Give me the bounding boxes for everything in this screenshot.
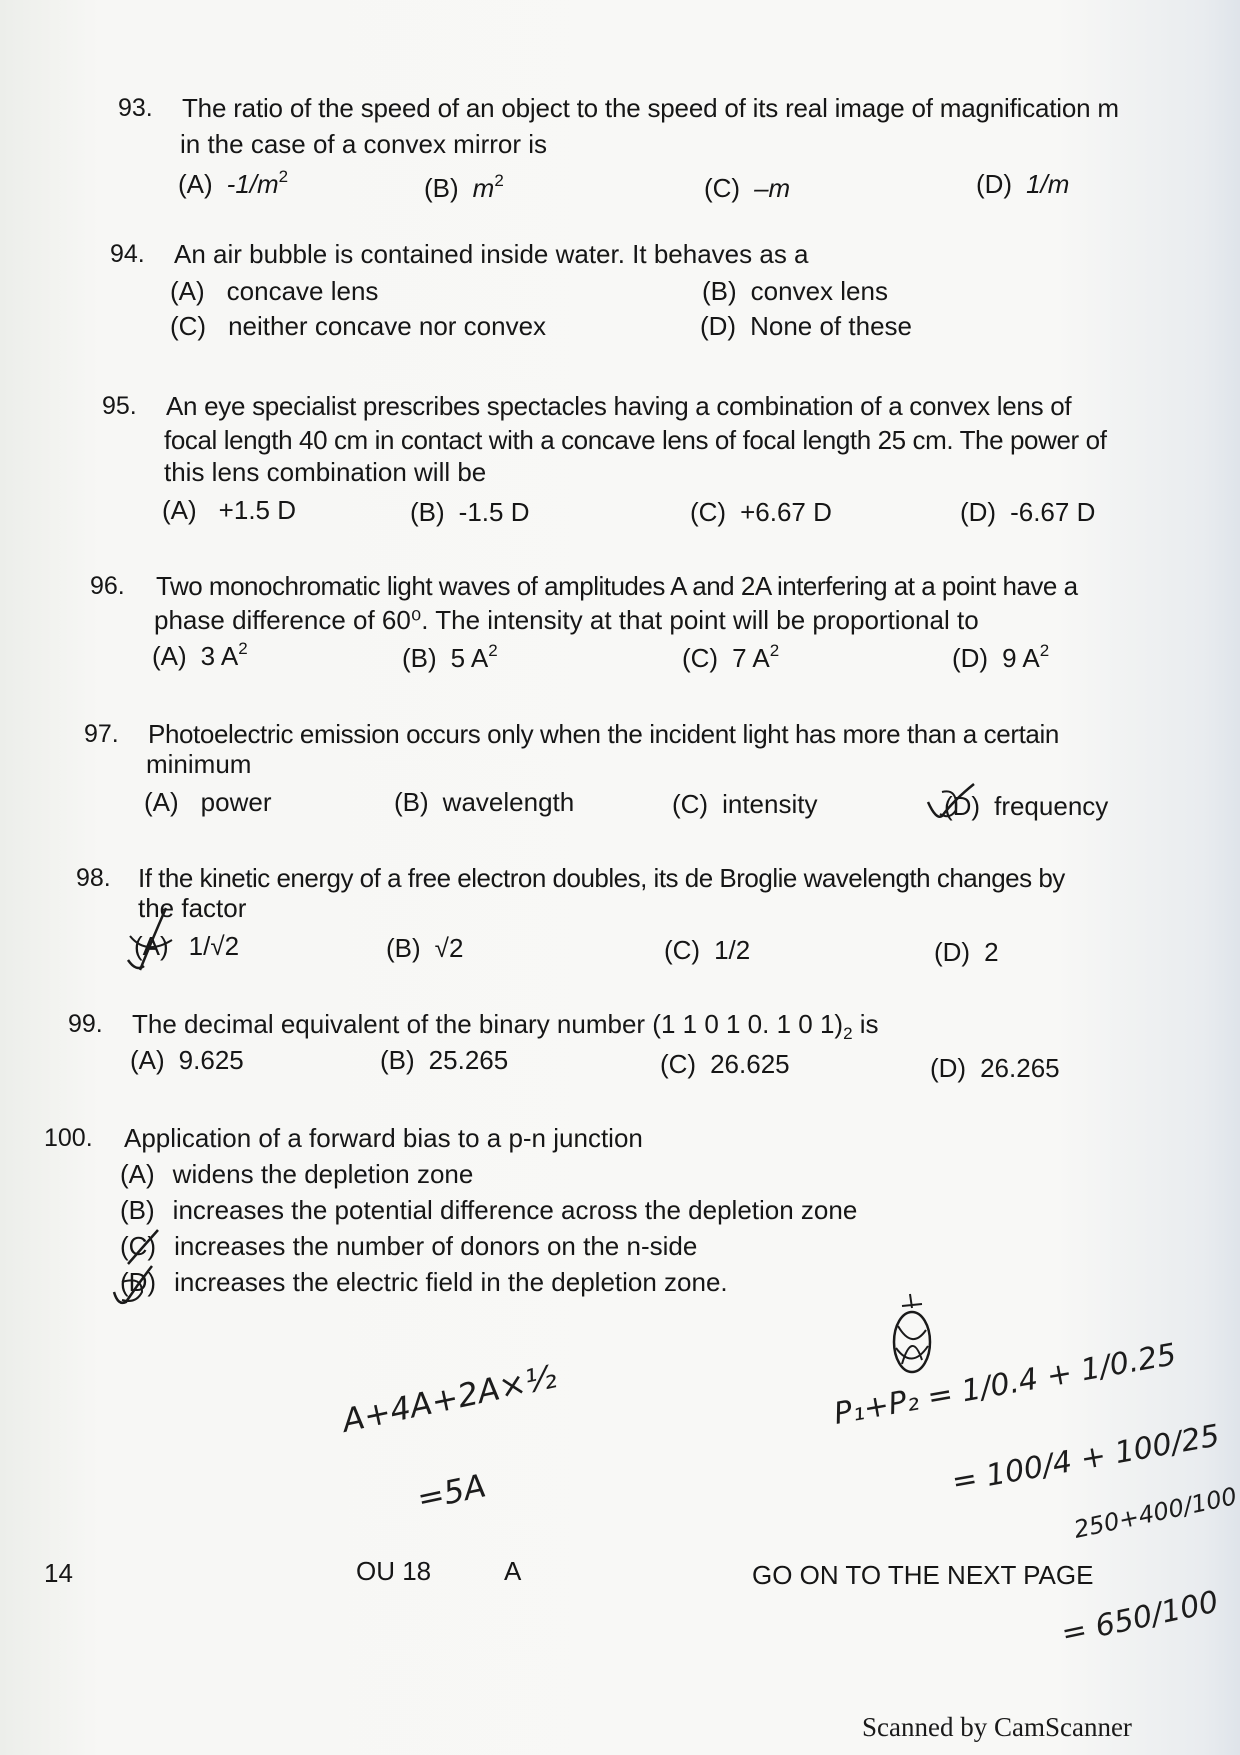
- question-text-line: focal length 40 cm in contact with a concave lens of focal length 25 cm. The power of: [164, 425, 1107, 455]
- option-text: power: [200, 787, 272, 817]
- option-d[interactable]: [952, 642, 1049, 675]
- question-subscript: 2: [843, 1024, 853, 1044]
- option-label: (D): [120, 1267, 157, 1297]
- option-text: 1/√2: [188, 931, 240, 961]
- option-label: (B): [424, 173, 459, 203]
- question-text-line: minimum: [146, 749, 252, 779]
- option-label: (A): [120, 1159, 155, 1189]
- option-d[interactable]: [934, 936, 999, 969]
- question-number: 99.: [68, 1010, 103, 1038]
- option-label: (B): [380, 1045, 415, 1075]
- question-text-line: Photoelectric emission occurs only when the incident light has more than a certain: [148, 719, 1059, 749]
- option-text: increases the number of donors on the n-side: [174, 1231, 698, 1261]
- option-text: –m: [754, 173, 791, 203]
- option-label: (A): [134, 931, 169, 961]
- option-text: concave lens: [226, 276, 379, 306]
- option-a[interactable]: [144, 786, 272, 819]
- option-c[interactable]: [170, 310, 546, 343]
- question-text-tail: is: [859, 1009, 879, 1039]
- option-text: 7 A: [732, 643, 770, 673]
- option-text: 1/m: [1026, 169, 1070, 199]
- option-c[interactable]: [690, 496, 832, 529]
- option-b[interactable]: [380, 1044, 508, 1077]
- option-d[interactable]: [960, 496, 1095, 529]
- option-text: 3 A: [200, 641, 239, 671]
- handwritten-step-2: 250+400/100: [1071, 1482, 1240, 1544]
- option-label: (C): [682, 643, 719, 673]
- handwritten-step-3: = 650/100: [1058, 1584, 1222, 1652]
- option-label: (B): [410, 497, 445, 527]
- option-a[interactable]: [152, 640, 248, 673]
- option-sup: 2: [238, 639, 248, 659]
- handwritten-formula: P₁+P₂ = 1/0.4 + 1/0.25: [831, 1337, 1179, 1432]
- option-a[interactable]: [162, 494, 296, 527]
- option-label: (A): [162, 495, 197, 525]
- option-a[interactable]: [134, 930, 239, 963]
- option-text: widens the depletion zone: [172, 1159, 474, 1189]
- option-label: (A): [178, 169, 213, 199]
- question-text-line: in the case of a convex mirror is: [180, 129, 548, 159]
- option-text: None of these: [750, 311, 912, 341]
- question-text-line: An eye specialist prescribes spectacles having a combination of a convex lens of: [166, 391, 1072, 421]
- option-sup: 2: [494, 171, 504, 191]
- option-b[interactable]: [702, 275, 888, 308]
- option-text: 26.625: [710, 1049, 790, 1079]
- option-text: frequency: [994, 791, 1109, 821]
- option-label: (D): [934, 937, 971, 967]
- option-text: convex lens: [750, 276, 888, 306]
- option-d[interactable]: [120, 1266, 728, 1299]
- option-b[interactable]: [394, 786, 574, 819]
- option-label: (B): [702, 276, 737, 306]
- option-sup: 2: [278, 167, 289, 187]
- option-b[interactable]: [120, 1194, 857, 1227]
- question-number: 95.: [102, 392, 137, 420]
- question-text: The decimal equivalent of the binary number (1 1 0 1 0. 1 0 1): [132, 1009, 844, 1039]
- option-label: (B): [402, 643, 437, 673]
- question-text-line: Application of a forward bias to a p-n junction: [124, 1123, 643, 1153]
- option-label: (B): [386, 933, 421, 963]
- option-label: (D): [700, 311, 737, 341]
- option-label: (A): [144, 787, 179, 817]
- option-label: (C): [690, 497, 727, 527]
- option-label: (C): [660, 1049, 697, 1079]
- paper-code: OU 18: [356, 1556, 432, 1586]
- option-label: (C): [170, 311, 207, 341]
- option-c[interactable]: [120, 1230, 697, 1263]
- option-d[interactable]: [930, 1052, 1060, 1085]
- option-b[interactable]: [410, 496, 529, 529]
- question-text-line: phase difference of 60⁰. The intensity at that point will be proportional to: [154, 605, 979, 635]
- option-text: √2: [434, 933, 464, 963]
- option-text: 2: [984, 937, 999, 967]
- option-text: 26.265: [980, 1053, 1060, 1083]
- option-text: wavelength: [442, 787, 575, 817]
- question-text-line: An air bubble is contained inside water. It behaves as a: [174, 239, 809, 269]
- option-text: 9 A: [1002, 643, 1040, 673]
- question-number: 94.: [110, 240, 145, 268]
- question-number: 98.: [76, 864, 111, 892]
- option-label: (C): [664, 935, 701, 965]
- option-b[interactable]: [386, 932, 463, 965]
- option-d[interactable]: [700, 310, 912, 343]
- option-label: (B): [394, 787, 429, 817]
- option-label: (D): [952, 643, 989, 673]
- option-label: (A): [170, 276, 205, 306]
- option-text: 25.265: [428, 1045, 509, 1075]
- option-label: (A): [130, 1045, 165, 1075]
- question-text-line: Two monochromatic light waves of amplitudes A and 2A interfering at a point have a: [156, 571, 1078, 601]
- option-b[interactable]: [424, 172, 504, 205]
- handwritten-calc-1: A+4A+2A×½: [338, 1357, 560, 1440]
- option-text: neither concave nor convex: [228, 311, 547, 341]
- option-label: (B): [120, 1195, 155, 1225]
- question-number: 93.: [118, 94, 153, 122]
- option-text: 9.625: [178, 1045, 244, 1075]
- option-label: (D): [960, 497, 997, 527]
- next-page-notice: GO ON TO THE NEXT PAGE: [752, 1560, 1094, 1590]
- handwritten-calc-2: =5A: [413, 1466, 490, 1518]
- option-text: +6.67 D: [740, 497, 832, 527]
- option-d[interactable]: [944, 790, 1108, 823]
- option-b[interactable]: [402, 642, 498, 675]
- option-a[interactable]: [170, 275, 378, 308]
- option-label: (D): [930, 1053, 967, 1083]
- option-a[interactable]: [178, 168, 288, 201]
- option-text: +1.5 D: [218, 495, 296, 525]
- option-text: 1/2: [714, 935, 751, 965]
- option-text: -1/m: [226, 169, 279, 199]
- option-c[interactable]: [664, 934, 750, 967]
- option-label: (C): [704, 173, 741, 203]
- paper-series: A: [504, 1556, 522, 1586]
- option-label: (A): [152, 641, 187, 671]
- page-number: 14: [44, 1558, 73, 1588]
- question-text-line: the factor: [138, 893, 247, 923]
- option-sup: 2: [488, 641, 498, 661]
- option-label: (D): [976, 169, 1013, 199]
- question-number: 100.: [44, 1124, 93, 1152]
- option-c[interactable]: [660, 1048, 790, 1081]
- option-text: -6.67 D: [1010, 497, 1096, 527]
- question-number: 96.: [90, 572, 125, 600]
- handwritten-step-1: = 100/4 + 100/25: [949, 1418, 1223, 1500]
- doodle-scribble: [882, 1290, 942, 1390]
- option-c[interactable]: [682, 642, 779, 675]
- option-label: (D): [944, 791, 981, 821]
- option-label: (C): [120, 1231, 157, 1261]
- option-sup: 2: [1039, 641, 1050, 661]
- option-a[interactable]: [120, 1158, 473, 1191]
- option-c[interactable]: [672, 788, 817, 821]
- question-text-line: If the kinetic energy of a free electron doubles, its de Broglie wavelength changes by: [138, 863, 1065, 893]
- option-label: (C): [672, 789, 709, 819]
- option-text: -1.5 D: [458, 497, 530, 527]
- option-text: intensity: [722, 789, 818, 819]
- question-text-line: The ratio of the speed of an object to the speed of its real image of magnification m: [182, 93, 1119, 123]
- option-a[interactable]: [130, 1044, 244, 1077]
- scanner-watermark: Scanned by CamScanner: [862, 1712, 1132, 1742]
- option-text: increases the electric field in the depletion zone.: [174, 1267, 728, 1297]
- option-d[interactable]: [976, 168, 1069, 201]
- question-text-line: this lens combination will be: [164, 457, 487, 487]
- option-c[interactable]: [704, 172, 790, 205]
- option-text: increases the potential difference across the depletion zone: [172, 1195, 858, 1225]
- option-text: 5 A: [450, 643, 489, 673]
- question-text-line: [132, 1008, 879, 1044]
- option-sup: 2: [769, 641, 780, 661]
- option-text: m: [472, 173, 495, 203]
- question-number: 97.: [84, 720, 119, 748]
